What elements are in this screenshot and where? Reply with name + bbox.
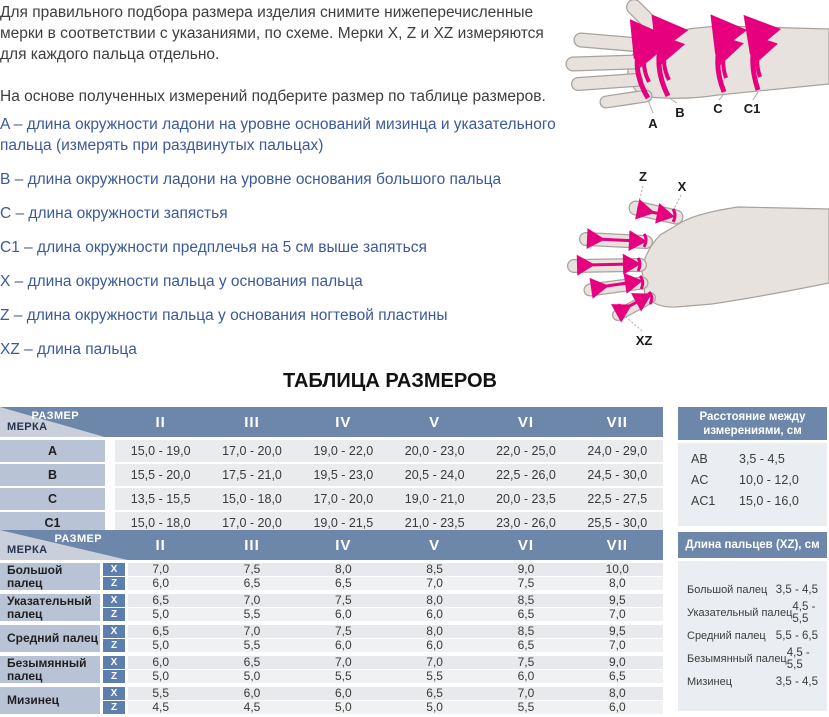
label-x: X: [677, 179, 687, 194]
intro-text: [0, 2, 565, 107]
size-column-header: VI: [517, 536, 535, 554]
table-row-a: [0, 440, 663, 462]
table-cell: 4,5: [243, 700, 261, 714]
table-cell: 8,0: [608, 576, 626, 590]
table-cell: 5,0: [152, 638, 169, 652]
row-label: B: [0, 464, 105, 486]
side-row-label: Мизинец: [687, 675, 732, 688]
table-cell: 8,0: [426, 593, 443, 607]
definition-a: A – длина окружности ладони на уровне оснований мизинца и указательного пальца (измерять при раздвинутых пальцах): [0, 116, 556, 154]
table-cell: 6,5: [243, 655, 261, 669]
definition-b: B – длина окружности ладони на уровне основания большого пальца: [0, 171, 502, 188]
z-row-values: [115, 608, 663, 621]
x-row-label: X: [103, 687, 125, 700]
size-table-header: [0, 530, 663, 560]
table-cell: 17,5 - 21,0: [222, 468, 282, 482]
table-cell: 24,5 - 30,0: [587, 468, 648, 482]
side-row-ab: [678, 448, 827, 469]
table-cell: 7,5: [517, 655, 535, 669]
side-row-value: 5,5 - 6,5: [775, 629, 818, 642]
table-cell: 9,0: [517, 562, 535, 576]
table-cell: 6,0: [334, 686, 352, 700]
table-cell: 7,0: [426, 655, 443, 669]
side-row-middle: [678, 624, 827, 647]
table-cell: 19,0 - 22,0: [313, 444, 374, 458]
x-row-values: [115, 563, 663, 576]
table-cell: 5,0: [152, 669, 169, 683]
side-row-value: 3,5 - 4,5: [775, 583, 818, 596]
corner-size-label: РАЗМЕР: [31, 410, 79, 422]
table-cell: 8,5: [517, 624, 535, 638]
finger-group-index: [0, 594, 663, 621]
hand-circumference-diagram: [560, 0, 829, 140]
table-cell: 6,0: [517, 669, 535, 683]
table-cell: 7,0: [608, 638, 626, 652]
table-cell: 6,5: [152, 624, 169, 638]
side-row-label: Безымянный палец: [687, 652, 787, 665]
table-cell: 7,0: [243, 593, 261, 607]
table-cell: 19,0 - 21,0: [404, 492, 465, 506]
table-cell: 8,0: [334, 562, 352, 576]
table-cell: 6,5: [517, 607, 535, 621]
table-cell: 7,0: [517, 686, 535, 700]
x-row-values: [115, 687, 663, 700]
table-cell: 6,5: [334, 576, 352, 590]
table-cell: 6,5: [426, 686, 443, 700]
table-cell: 5,0: [152, 607, 169, 621]
finger-group-middle: [0, 625, 663, 652]
table-cell: 7,5: [517, 576, 535, 590]
table-cell: 17,0 - 20,0: [313, 492, 374, 506]
side-table-header: Расстояние между измерениями, см: [678, 407, 827, 440]
table-row-c: [0, 488, 663, 510]
table-cell: 7,5: [243, 562, 261, 576]
side-row-label: Указательный палец: [687, 606, 793, 619]
corner-cell: [0, 530, 128, 560]
finger-length-side-table: [678, 532, 827, 714]
table-cell: 20,0 - 23,0: [404, 444, 465, 458]
table-cell: 15,0 - 18,0: [130, 516, 191, 530]
finger-label: Безымянный палец: [0, 656, 100, 683]
side-table-body: [678, 443, 827, 526]
x-row-values: [115, 656, 663, 669]
row-label: C1: [0, 512, 105, 534]
side-row-value: 4,5 - 5,5: [792, 600, 816, 625]
table-cell: 6,0: [152, 576, 169, 590]
row-label: A: [0, 440, 105, 462]
corner-measure-label: МЕРКА: [7, 421, 48, 433]
finger-label: Указательный палец: [0, 594, 100, 621]
size-column-header: III: [244, 536, 260, 554]
finger-label: Мизинец: [0, 687, 100, 714]
table-cell: 6,0: [426, 638, 443, 652]
table-cell: 9,0: [608, 655, 626, 669]
table-cell: 20,5 - 24,0: [404, 468, 465, 482]
measurement-definitions: [0, 114, 565, 373]
size-table-fingers: [0, 530, 663, 717]
table-cell: 6,0: [334, 607, 352, 621]
table-cell: 25,5 - 30,0: [587, 516, 648, 530]
side-row-ring: [678, 647, 827, 670]
definition-c1: C1 – длина окружности предплечья на 5 см выше запяться: [0, 239, 427, 256]
side-table-body: [678, 561, 827, 711]
size-column-header: VII: [606, 413, 628, 431]
side-row-label: Средний палец: [687, 629, 766, 642]
size-columns: [115, 530, 663, 560]
size-column-header: V: [429, 413, 441, 431]
row-values: [115, 488, 663, 510]
table-cell: 5,5: [152, 686, 169, 700]
finger-label: Большой палец: [0, 563, 100, 590]
size-column-header: II: [155, 536, 166, 554]
band-label-c: C: [713, 101, 723, 116]
table-cell: 7,0: [608, 607, 626, 621]
table-cell: 22,0 - 25,0: [496, 444, 556, 458]
row-values: [115, 464, 663, 486]
table-cell: 5,5: [426, 669, 443, 683]
corner-size-label: РАЗМЕР: [54, 533, 102, 545]
table-cell: 8,0: [608, 686, 626, 700]
table-cell: 20,0 - 23,5: [496, 492, 556, 506]
size-column-header: VI: [517, 413, 535, 431]
x-row-label: X: [103, 594, 125, 607]
z-row-label: Z: [103, 670, 125, 683]
table-cell: 7,5: [334, 624, 352, 638]
finger-group-thumb: [0, 563, 663, 590]
table-cell: 22,5 - 26,0: [496, 468, 556, 482]
table-cell: 23,0 - 26,0: [496, 516, 556, 530]
table-cell: 9,5: [608, 624, 626, 638]
size-column-header: III: [244, 413, 260, 431]
x-row-label: X: [103, 563, 125, 576]
table-cell: 7,0: [152, 562, 169, 576]
side-row-label: AC1: [691, 493, 716, 508]
definition-z: Z – длина окружности пальца у основания ногтевой пластины: [0, 307, 448, 324]
label-z: Z: [639, 169, 647, 184]
table-cell: 15,5 - 20,0: [130, 468, 191, 482]
row-label: C: [0, 488, 105, 510]
size-column-header: IV: [335, 536, 352, 554]
table-cell: 9,5: [608, 593, 626, 607]
distance-side-table: [678, 407, 827, 535]
x-row-label: X: [103, 625, 125, 638]
side-row-label: Большой палец: [687, 583, 768, 596]
table-cell: 5,5: [517, 700, 535, 714]
definition-c: C – длина окружности запястья: [0, 205, 228, 222]
side-row-index: [678, 601, 827, 624]
table-cell: 4,5: [152, 700, 169, 714]
z-row-values: [115, 639, 663, 652]
size-column-header: IV: [335, 413, 352, 431]
z-row-label: Z: [103, 577, 125, 590]
table-cell: 6,5: [152, 593, 169, 607]
corner-cell: [0, 407, 105, 437]
table-cell: 13,5 - 15,5: [130, 492, 191, 506]
table-cell: 5,5: [243, 607, 261, 621]
table-cell: 5,0: [334, 700, 352, 714]
intro-paragraph-1: Для правильного подбора размера изделия снимите нижеперечисленные мерки в соответствии с указаниями, по схеме. Мерки X, Z и XZ измеряются для каждого пальца отдельно.: [0, 4, 544, 63]
table-cell: 8,5: [426, 562, 443, 576]
table-cell: 6,0: [608, 700, 626, 714]
table-cell: 22,5 - 27,5: [587, 492, 648, 506]
finger-measurement-diagram: [560, 155, 829, 350]
z-row-values: [115, 701, 663, 714]
table-cell: 5,0: [243, 669, 261, 683]
size-table-circumference: [0, 407, 663, 535]
side-row-value: 3,5 - 4,5: [739, 451, 785, 466]
table-cell: 6,5: [608, 669, 626, 683]
side-row-value: 4,5 - 5,5: [786, 646, 810, 671]
table-cell: 24,0 - 29,0: [587, 444, 648, 458]
table-cell: 21,0 - 23,5: [404, 516, 465, 530]
side-row-ac: [678, 469, 827, 490]
z-row-values: [115, 577, 663, 590]
table-cell: 15,0 - 18,0: [222, 492, 282, 506]
band-label-c1: C1: [743, 101, 761, 116]
z-row-label: Z: [103, 701, 125, 714]
definition-xz: XZ – длина пальца: [0, 341, 137, 358]
z-row-label: Z: [103, 608, 125, 621]
size-column-header: II: [155, 413, 166, 431]
label-xz: XZ: [635, 333, 653, 348]
x-row-values: [115, 594, 663, 607]
table-cell: 15,0 - 19,0: [130, 444, 191, 458]
side-row-ac1: [678, 490, 827, 511]
side-row-label: AB: [691, 451, 708, 466]
side-table-header: Длина пальцев (XZ), см: [678, 532, 827, 558]
table-cell: 7,0: [243, 624, 261, 638]
x-row-label: X: [103, 656, 125, 669]
row-values: [115, 440, 663, 462]
table-cell: 6,0: [426, 607, 443, 621]
table-row-b: [0, 464, 663, 486]
definition-x: X – длина окружности пальца у основания пальца: [0, 273, 363, 290]
table-cell: 8,0: [426, 624, 443, 638]
side-row-label: AC: [691, 472, 709, 487]
table-cell: 6,0: [334, 638, 352, 652]
finger-group-pinky: [0, 687, 663, 714]
finger-group-ring: [0, 656, 663, 683]
table-cell: 17,0 - 20,0: [222, 516, 282, 530]
z-row-label: Z: [103, 639, 125, 652]
side-row-value: 15,0 - 16,0: [739, 493, 799, 508]
corner-measure-label: МЕРКА: [7, 544, 48, 556]
table-cell: 6,0: [152, 655, 169, 669]
table-cell: 7,0: [334, 655, 352, 669]
side-row-value: 3,5 - 4,5: [775, 675, 818, 688]
table-cell: 6,0: [243, 686, 261, 700]
size-table-heading: ТАБЛИЦА РАЗМЕРОВ: [283, 370, 497, 392]
table-cell: 5,5: [334, 669, 352, 683]
table-cell: 8,5: [517, 593, 535, 607]
table-cell: 19,5 - 23,0: [313, 468, 374, 482]
z-row-values: [115, 670, 663, 683]
band-label-a: A: [648, 116, 658, 131]
size-columns: [115, 407, 663, 437]
side-row-pinky: [678, 670, 827, 693]
table-cell: 5,5: [243, 638, 261, 652]
size-column-header: VII: [606, 536, 628, 554]
size-column-header: V: [429, 536, 441, 554]
side-row-value: 10,0 - 12,0: [739, 472, 799, 487]
band-label-b: B: [675, 105, 685, 120]
size-table-header: [0, 407, 663, 437]
table-cell: 6,5: [517, 638, 535, 652]
intro-paragraph-2: На основе полученных измерений подберите размер по таблице размеров.: [0, 88, 546, 105]
side-row-thumb: [678, 578, 827, 601]
table-cell: 17,0 - 20,0: [222, 444, 282, 458]
table-cell: 10,0: [605, 562, 629, 576]
table-cell: 7,0: [426, 576, 443, 590]
table-cell: 5,0: [426, 700, 443, 714]
table-cell: 6,5: [243, 576, 261, 590]
finger-label: Средний палец: [0, 625, 100, 652]
table-cell: 19,0 - 21,5: [313, 516, 374, 530]
x-row-values: [115, 625, 663, 638]
table-cell: 7,5: [334, 593, 352, 607]
